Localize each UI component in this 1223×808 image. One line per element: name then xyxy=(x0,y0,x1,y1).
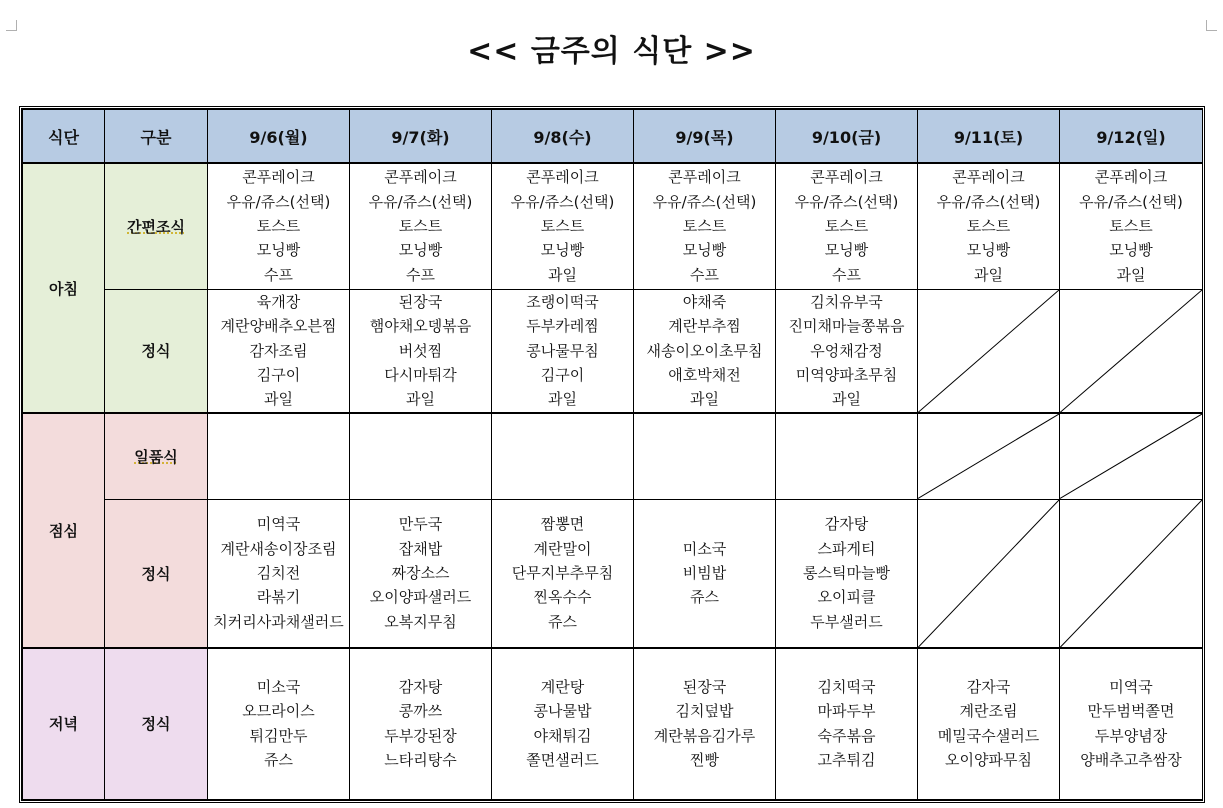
header-day-sun: 9/12(일) xyxy=(1060,110,1203,164)
menu-cell xyxy=(634,499,776,648)
menu-cell xyxy=(492,648,634,799)
menu-cell xyxy=(492,499,634,648)
menu-item: 토스트 xyxy=(540,217,585,236)
menu-item: 수프 xyxy=(832,265,861,284)
page-title: << 금주의 식단 >> xyxy=(467,34,756,69)
menu-item: 오이피클 xyxy=(817,588,876,607)
menu-item: 찐옥수수 xyxy=(533,588,592,607)
menu-item: 버섯찜 xyxy=(398,341,443,360)
menu-cell xyxy=(918,163,1060,289)
header-day-thu: 9/9(목) xyxy=(634,110,776,164)
menu-item: 감자탕 xyxy=(398,677,443,696)
menu-item: 김구이 xyxy=(540,365,585,384)
menu-item: 된장국 xyxy=(398,292,443,311)
menu-item: 잡채밥 xyxy=(398,539,443,558)
empty-cell-slashed xyxy=(1060,499,1203,648)
menu-item: 모닝빵 xyxy=(966,241,1011,260)
menu-item: 두부양념장 xyxy=(1094,726,1168,745)
menu-item: 우유/쥬스(선택) xyxy=(1079,192,1183,211)
menu-item: 김구이 xyxy=(256,365,301,384)
menu-item: 감자국 xyxy=(966,677,1011,696)
kind-regular-breakfast: 정식 xyxy=(105,289,208,413)
menu-item: 김치전 xyxy=(256,564,301,583)
menu-item: 라볶기 xyxy=(256,588,301,607)
menu-item: 햄야채오뎅볶음 xyxy=(369,317,472,336)
kind-regular-dinner: 정식 xyxy=(105,648,208,799)
menu-item: 콘푸레이크 xyxy=(242,168,315,187)
menu-item: 계란볶음김가루 xyxy=(653,726,756,745)
header-meal: 식단 xyxy=(23,110,105,164)
kind-single-label: 일품식 xyxy=(134,447,178,466)
menu-item: 우유/쥬스(선택) xyxy=(652,192,757,211)
diagonal-slash xyxy=(1060,500,1202,648)
kind-simple-label: 간편조식 xyxy=(127,217,185,236)
menu-item: 숙주볶음 xyxy=(817,726,876,745)
menu-item: 과일 xyxy=(690,390,719,409)
menu-item: 과일 xyxy=(1116,265,1146,284)
menu-cell xyxy=(776,499,918,648)
lunch-regular-row xyxy=(23,499,1203,648)
menu-item: 조랭이떡국 xyxy=(526,292,599,311)
menu-item: 튀김만두 xyxy=(249,726,308,745)
menu-item: 두부샐러드 xyxy=(810,612,883,631)
menu-cell xyxy=(350,499,492,648)
menu-item: 계란양배추오븐찜 xyxy=(220,317,337,336)
menu-item: 토스트 xyxy=(256,217,301,236)
menu-item: 만두국 xyxy=(398,515,443,534)
empty-cell xyxy=(492,413,634,499)
menu-item: 모닝빵 xyxy=(682,241,727,260)
menu-item: 진미채마늘쫑볶음 xyxy=(788,317,905,336)
menu-item: 계란탕 xyxy=(540,677,585,696)
menu-item: 롱스틱마늘빵 xyxy=(803,564,890,583)
menu-item: 모닝빵 xyxy=(398,241,443,260)
menu-item: 미역국 xyxy=(1109,677,1153,696)
menu-item: 계란조림 xyxy=(959,702,1018,721)
header-day-mon: 9/6(월) xyxy=(208,110,350,164)
menu-item: 토스트 xyxy=(1109,217,1153,236)
menu-item: 과일 xyxy=(832,390,861,409)
menu-item: 모닝빵 xyxy=(256,241,301,260)
menu-item: 토스트 xyxy=(682,217,727,236)
breakfast-regular-row xyxy=(23,289,1203,413)
menu-item: 된장국 xyxy=(682,677,727,696)
menu-item: 다시마튀각 xyxy=(384,365,457,384)
menu-item: 과일 xyxy=(548,390,577,409)
menu-item: 치커리사과채샐러드 xyxy=(213,612,344,631)
empty-cell xyxy=(776,413,918,499)
menu-item: 수프 xyxy=(264,265,293,284)
menu-item: 감자조림 xyxy=(249,341,308,360)
menu-cell xyxy=(634,163,776,289)
header-row xyxy=(23,110,1203,164)
menu-item: 오복지무침 xyxy=(384,612,457,631)
menu-item: 메밀국수샐러드 xyxy=(937,726,1040,745)
menu-cell xyxy=(492,163,634,289)
menu-item: 미역국 xyxy=(256,515,301,534)
empty-cell-slashed xyxy=(1060,413,1203,499)
menu-cell xyxy=(634,648,776,799)
menu-item: 계란새송이장조림 xyxy=(220,539,337,558)
menu-item: 찐빵 xyxy=(690,751,719,770)
empty-cell-slashed xyxy=(918,413,1060,499)
menu-item: 콩까쓰 xyxy=(398,702,443,721)
menu-cell xyxy=(208,499,350,648)
menu-item: 김치덮밥 xyxy=(675,702,734,721)
diagonal-slash xyxy=(918,500,1059,648)
empty-cell xyxy=(208,413,350,499)
header-kind: 구분 xyxy=(105,110,208,164)
menu-item: 쫄면샐러드 xyxy=(526,751,599,770)
menu-item: 오므라이스 xyxy=(242,702,315,721)
menu-item: 김치유부국 xyxy=(810,292,883,311)
menu-cell xyxy=(634,289,776,413)
menu-cell xyxy=(350,289,492,413)
diagonal-slash xyxy=(1060,414,1202,499)
menu-item: 미소국 xyxy=(256,677,301,696)
menu-item: 느타리탕수 xyxy=(384,751,457,770)
menu-item: 콘푸레이크 xyxy=(384,168,457,187)
weekly-menu-table xyxy=(22,109,1203,800)
menu-item: 야채튀김 xyxy=(533,726,592,745)
menu-cell xyxy=(350,163,492,289)
menu-item: 새송이오이초무침 xyxy=(646,341,763,360)
menu-item: 모닝빵 xyxy=(824,241,869,260)
menu-cell xyxy=(208,289,350,413)
empty-cell-slashed xyxy=(1060,289,1203,413)
menu-item: 미역양파초무침 xyxy=(795,365,898,384)
menu-item: 만두범벅쫄면 xyxy=(1087,702,1175,721)
diagonal-slash xyxy=(1060,290,1202,413)
empty-cell xyxy=(350,413,492,499)
empty-cell xyxy=(634,413,776,499)
menu-item: 감자탕 xyxy=(824,515,869,534)
meal-breakfast: 아침 xyxy=(23,163,105,413)
kind-regular-lunch: 정식 xyxy=(105,499,208,648)
menu-item: 오이양파무침 xyxy=(945,751,1032,770)
menu-item: 과일 xyxy=(548,265,577,284)
menu-item: 계란말이 xyxy=(533,539,592,558)
menu-item: 과일 xyxy=(264,390,293,409)
menu-cell xyxy=(1060,163,1203,289)
empty-cell-slashed xyxy=(918,499,1060,648)
breakfast-simple-row xyxy=(23,163,1203,289)
menu-item: 콘푸레이크 xyxy=(810,168,883,187)
menu-item: 우유/쥬스(선택) xyxy=(510,192,615,211)
header-day-tue: 9/7(화) xyxy=(350,110,492,164)
menu-cell xyxy=(350,648,492,799)
menu-item: 오이양파샐러드 xyxy=(369,588,472,607)
menu-item: 모닝빵 xyxy=(1109,241,1153,260)
menu-item: 우유/쥬스(선택) xyxy=(368,192,473,211)
header-day-fri: 9/10(금) xyxy=(776,110,918,164)
menu-item: 비빔밥 xyxy=(682,564,727,583)
menu-item: 토스트 xyxy=(398,217,443,236)
menu-cell xyxy=(492,289,634,413)
menu-item: 우유/쥬스(선택) xyxy=(794,192,899,211)
menu-item: 쥬스 xyxy=(264,751,293,770)
menu-item: 토스트 xyxy=(824,217,869,236)
menu-item: 짬뽕면 xyxy=(540,515,585,534)
menu-item: 김치떡국 xyxy=(817,677,876,696)
menu-item: 모닝빵 xyxy=(540,241,585,260)
menu-item: 짜장소스 xyxy=(391,564,450,583)
menu-item: 과일 xyxy=(406,390,435,409)
kind-single-lunch xyxy=(105,413,208,499)
menu-item: 쥬스 xyxy=(548,612,577,631)
menu-item: 과일 xyxy=(974,265,1003,284)
menu-item: 콩나물무침 xyxy=(526,341,599,360)
menu-item: 수프 xyxy=(690,265,719,284)
menu-cell xyxy=(776,163,918,289)
menu-item: 양배추고추쌈장 xyxy=(1080,751,1182,770)
dinner-regular-row xyxy=(23,648,1203,799)
meal-lunch: 점심 xyxy=(23,413,105,648)
menu-item: 고추튀김 xyxy=(817,751,876,770)
diagonal-slash xyxy=(918,414,1059,499)
menu-item: 콘푸레이크 xyxy=(526,168,599,187)
menu-item: 수프 xyxy=(406,265,435,284)
menu-item: 미소국 xyxy=(682,539,727,558)
menu-item: 콘푸레이크 xyxy=(952,168,1025,187)
menu-cell xyxy=(208,648,350,799)
lunch-single-row xyxy=(23,413,1203,499)
menu-cell xyxy=(776,648,918,799)
menu-item: 단무지부추무침 xyxy=(511,564,614,583)
menu-item: 계란부추찜 xyxy=(668,317,741,336)
menu-item: 육개장 xyxy=(256,292,301,311)
menu-item: 콘푸레이크 xyxy=(668,168,741,187)
menu-item: 우유/쥬스(선택) xyxy=(226,192,331,211)
diagonal-slash xyxy=(918,290,1059,413)
menu-item: 두부강된장 xyxy=(384,726,457,745)
menu-item: 마파두부 xyxy=(817,702,876,721)
empty-cell-slashed xyxy=(918,289,1060,413)
meal-dinner: 저녁 xyxy=(23,648,105,799)
header-day-sat: 9/11(토) xyxy=(918,110,1060,164)
menu-item: 토스트 xyxy=(966,217,1011,236)
menu-cell xyxy=(208,163,350,289)
menu-item: 야채죽 xyxy=(682,292,727,311)
menu-item: 우유/쥬스(선택) xyxy=(936,192,1041,211)
header-day-wed: 9/8(수) xyxy=(492,110,634,164)
menu-item: 애호박채전 xyxy=(668,365,741,384)
menu-item: 스파게티 xyxy=(817,539,876,558)
menu-cell xyxy=(776,289,918,413)
menu-item: 쥬스 xyxy=(690,588,719,607)
menu-item: 두부카레찜 xyxy=(526,317,599,336)
menu-cell xyxy=(1060,648,1203,799)
menu-item: 우엉채감정 xyxy=(810,341,883,360)
menu-item: 콘푸레이크 xyxy=(1094,168,1168,187)
menu-item: 콩나물밥 xyxy=(533,702,592,721)
kind-simple-breakfast xyxy=(105,163,208,289)
menu-cell xyxy=(918,648,1060,799)
